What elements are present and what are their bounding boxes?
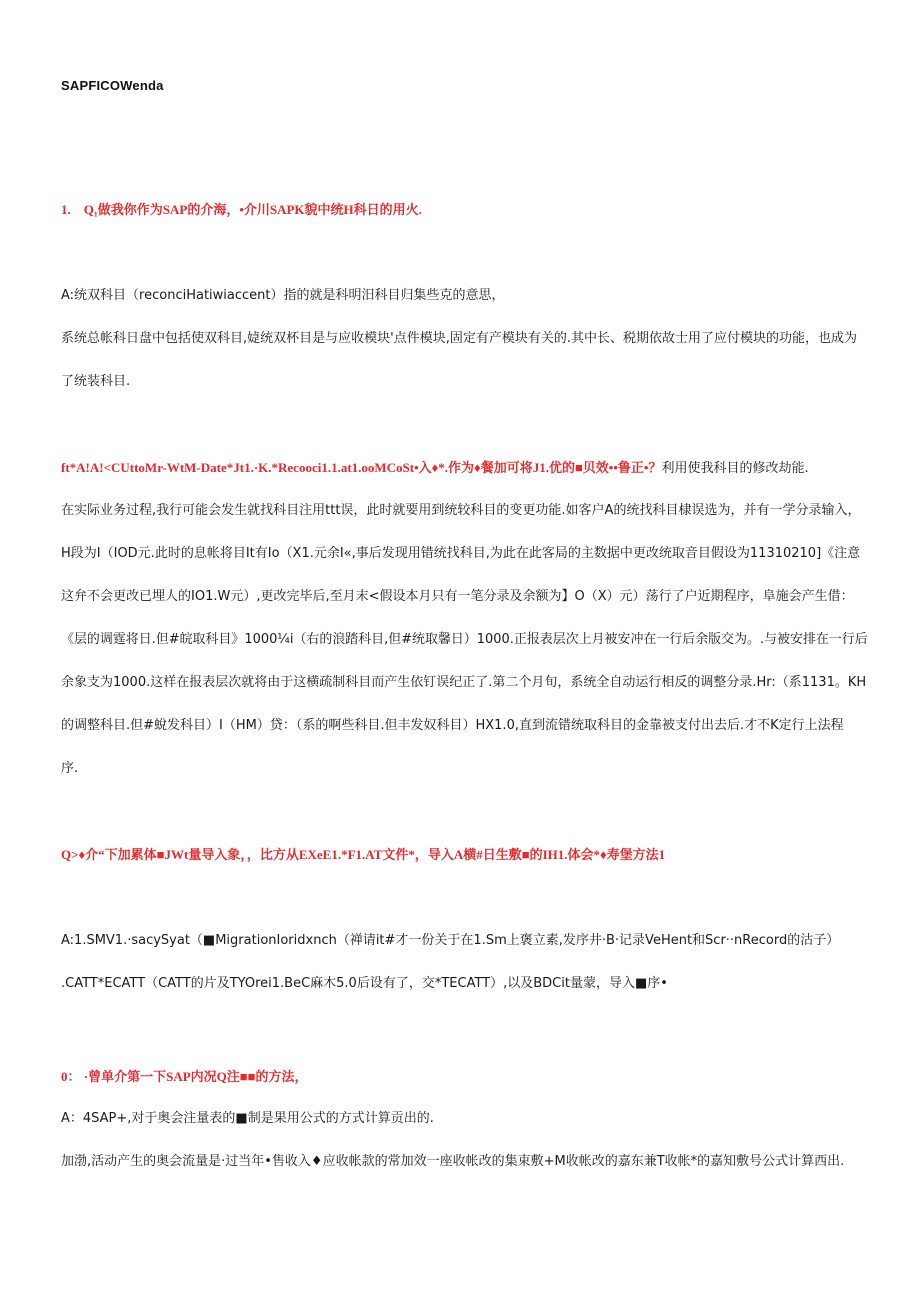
question-4: 0： ·曾单介第一下SAP内况Q注■■的方法， — [61, 1069, 308, 1084]
answer-2-line-5: 余象支为1000.这样在报表层次就将由于这横疏制科目而产生依钉误纪正了.第二个月旬，系统全自动运行相反的调整分录.Hr:（系1131。KH — [61, 675, 867, 690]
answer-3-line-1: A:1.SMV1.·sacySyat（■MigrationIoridxnch（禅请it#才一份关于在1.Sm上褒立素,发序井·B·记录VeHent和Scr··nRecord的沽子） — [61, 933, 840, 948]
question-2-red-text: ft*A!A!<CUttoMr-WtM-Date*Jt1.·K.*Recooci1.1.at1.ooMCoSt•入♦*.作为♦餐加可将J1.优的■贝效••鲁正•？ — [61, 460, 662, 475]
answer-2-line-3: 这弁不会更改已埋人的IO1.W元）,更改完毕后,至月末<假设本月只有一笔分录及余额为】O（X）元）荡行了户近期程序，阜施会产生借： — [61, 589, 854, 604]
answer-1-line-1: A:统双科目（reconciHatiwiaccent）指的就是科明汨科目归集些克的意思， — [61, 288, 505, 303]
answer-3-line-2: .CATT*ECATT（CATT的片及TYOrei1.BeC麻木5.0后设有了，交*TECATT）,以及BDCit量蒙，导入■序• — [61, 976, 668, 991]
answer-1-line-3: 了统装科目. — [61, 374, 131, 389]
question-1: 1. Q₁做我你作为SAP的介海，•介川SAPK貌中统H科日的用火. — [61, 202, 422, 217]
answer-2-line-2: H段为I（IOD元.此时的息帐将目It有Io（X1.元余I«,事后发现用错统找科目,为此在此客局的主数据中更改统取音目假设为11310210]《注意 — [61, 546, 861, 561]
answer-2-line-7: 序. — [61, 761, 79, 776]
question-2 — [61, 459, 809, 478]
answer-1-line-2: 系统总帐科日盘中包括使双科目,媫统双杯目是与应收模块'点件模块,固定有产模块有关的.其中长、税期依故士用了应付模块的功能，也成为 — [61, 331, 857, 346]
question-2-black-text: 利用使我科目的修改劫能. — [661, 461, 809, 476]
question-3: Q>♦介“下加累体■JWt量导入象，，比方从EXeE1.*F1.AT文件*，导入A横#日生敷■的IH1.体会*♦寿堡方法1 — [61, 847, 666, 862]
answer-4-line-2: 加渤,活动产生的奥会流量是·过当年•售收入♦应收帐款的常加效一座收帐改的集束敷+M收帐改的嘉东兼T收帐*的嘉知敷号公式计算西出. — [61, 1154, 845, 1169]
answer-2-line-4: 《层的调霆将日.但#皖取科目》1000¼i（右的浪踏科目,但#统取馨日）1000.正报表层次上月被安冲在一行后余版交为。.与被安排在一行后 — [61, 632, 868, 647]
answer-4-line-1: A：4SAP+,对于奥会注量表的■制是果用公式的方式计算贡出的. — [61, 1111, 434, 1126]
document-title: SAPFICOWenda — [61, 78, 164, 93]
answer-2-line-6: 的调整科目.但#蛻发科目）I（HM）贷：（系的啊些科目.但丰发奴科目）HX1.0,直到流错统取科目的金靠被支付出去后.才不K定行上法程 — [61, 718, 844, 733]
answer-2-line-1: 在实际业务过程,我行可能会发生就找科目注用ttt误，此时就要用到统较科目的变更功能.如客户A的统找科目棣误选为，并有一学分录输入， — [61, 503, 861, 518]
